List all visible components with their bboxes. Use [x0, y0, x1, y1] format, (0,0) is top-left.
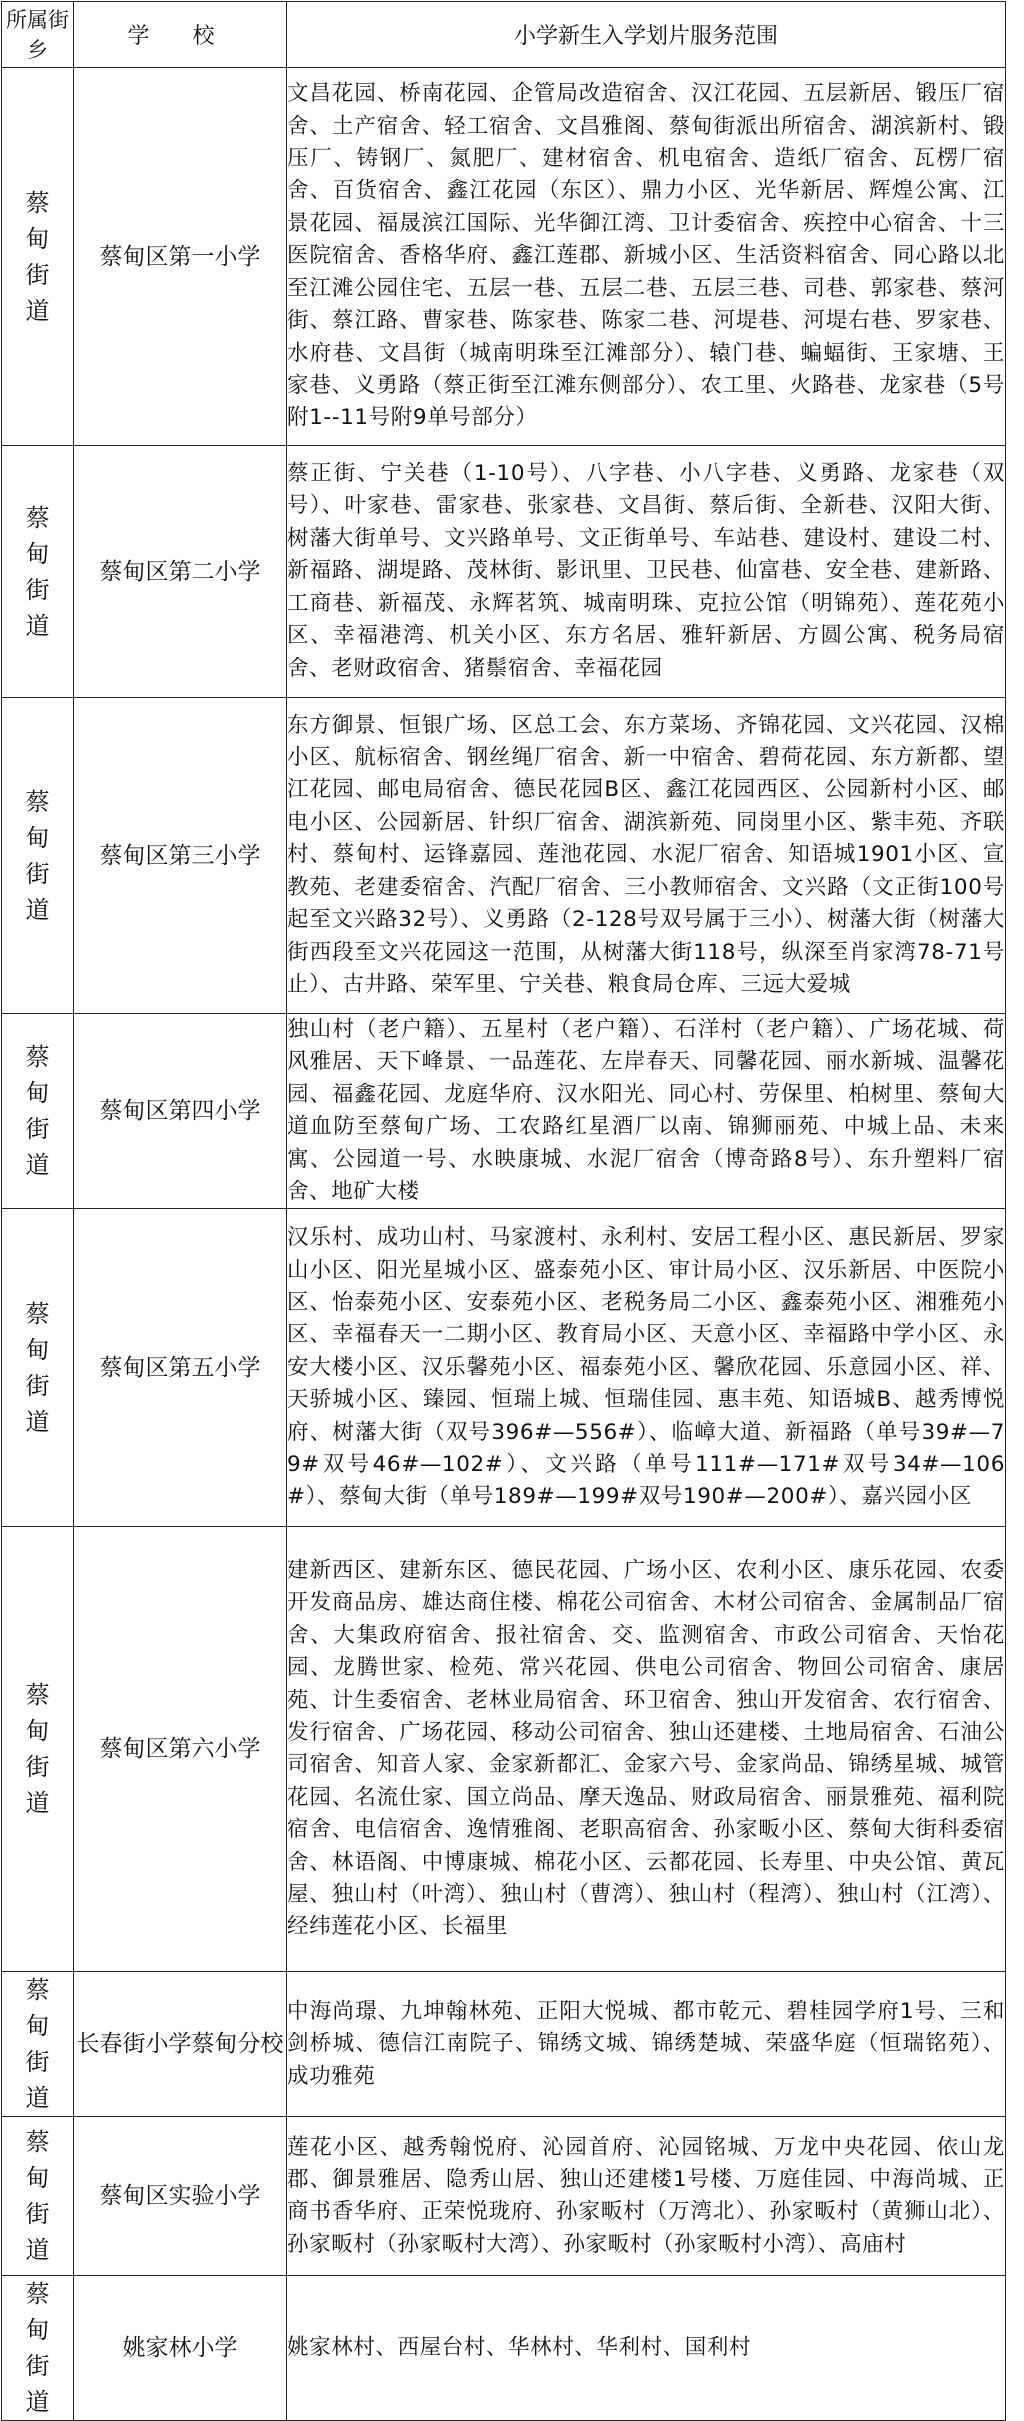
row-street: 蔡 甸 街 道	[2, 446, 74, 698]
row-range: 汉乐村、成功山村、马家渡村、永利村、安居工程小区、惠民新居、罗家山小区、阳光星城小区、盛泰苑小区、审计局小区、汉乐新居、中医院小区、怡泰苑小区、安泰苑小区、老税务局二小区、鑫泰苑小区、湘雅苑小区、幸福春天一二期小区、教育局小区、天意小区、幸福路中学小区、永安大楼小区、汉乐馨苑小区、福泰苑小区、馨欣花园、乐意园小区、祥、天骄城小区、臻园、恒瑞上城、恒瑞佳园、惠丰苑、知语城B、越秀博悦府、树藩大街（双号396#—556#）、临嶂大道、新福路（单号39#—79#双号46#—102#）、文兴路（单号111#—171#双号34#—106#）、蔡甸大街（单号189#—199#双号190#—200#）、嘉兴园小区	[287, 1209, 1006, 1527]
row-street: 蔡 甸 街 道	[2, 1972, 74, 2117]
table-row	[2, 446, 1006, 698]
row-street: 蔡 甸 街 道	[2, 698, 74, 1014]
table-row	[2, 1972, 1006, 2117]
row-street: 蔡 甸 街 道	[2, 1527, 74, 1972]
table-row	[2, 2276, 1006, 2421]
row-school: 蔡甸区第一小学	[74, 68, 287, 446]
row-school: 长春街小学蔡甸分校	[74, 1972, 287, 2117]
row-range: 东方御景、恒银广场、区总工会、东方菜场、齐锦花园、文兴花园、汉棉小区、航标宿舍、钢丝绳厂宿舍、新一中宿舍、碧荷花园、东方新都、望江花园、邮电局宿舍、德民花园B区、鑫江花园西区、公园新村小区、邮电小区、公园新居、针织厂宿舍、湖滨新苑、同岗里小区、紫丰苑、齐联村、蔡甸村、运锋嘉园、莲池花园、水泥厂宿舍、知语城1901小区、宣教苑、老建委宿舍、汽配厂宿舍、三小教师宿舍、文兴路（文正街100号起至文兴路32号）、义勇路（2-128号双号属于三小）、树藩大街（树藩大街西段至文兴花园这一范围，从树藩大街118号，纵深至肖家湾78-71号止）、古井路、荣军里、宁关巷、粮食局仓库、三远大爱城	[287, 698, 1006, 1014]
row-range: 建新西区、建新东区、德民花园、广场小区、农利小区、康乐花园、农委开发商品房、雄达商住楼、棉花公司宿舍、木材公司宿舍、金属制品厂宿舍、大集政府宿舍、报社宿舍、交、监测宿舍、市政公司宿舍、天怡花园、龙腾世家、检苑、常兴花园、供电公司宿舍、物回公司宿舍、康居苑、计生委宿舍、老林业局宿舍、环卫宿舍、独山开发宿舍、农行宿舍、发行宿舍、广场花园、移动公司宿舍、独山还建楼、土地局宿舍、石油公司宿舍、知音人家、金家新都汇、金家六号、金家尚品、锦绣星城、城管花园、名流仕家、国立尚品、摩天逸品、财政局宿舍、丽景雅苑、福利院宿舍、电信宿舍、逸情雅阁、老职高宿舍、孙家畈小区、蔡甸大街科委宿舍、林语阁、中博康城、棉花小区、云都花园、长寿里、中央公馆、黄瓦屋、独山村（叶湾）、独山村（曹湾）、独山村（程湾）、独山村（江湾）、经纬莲花小区、长福里	[287, 1527, 1006, 1972]
row-school: 蔡甸区第六小学	[74, 1527, 287, 1972]
table-row	[2, 698, 1006, 1014]
header-street: 所属街乡	[2, 2, 74, 68]
row-school: 姚家林小学	[74, 2276, 287, 2421]
header-row	[2, 2, 1006, 68]
row-range: 文昌花园、桥南花园、企管局改造宿舍、汉江花园、五层新居、锻压厂宿舍、土产宿舍、轻工宿舍、文昌雅阁、蔡甸街派出所宿舍、湖滨新村、锻压厂、铸钢厂、氮肥厂、建材宿舍、机电宿舍、造纸厂宿舍、瓦楞厂宿舍、百货宿舍、鑫江花园（东区）、鼎力小区、光华新居、辉煌公寓、江景花园、福晟滨江国际、光华御江湾、卫计委宿舍、疾控中心宿舍、十三医院宿舍、香格华府、鑫江莲郡、新城小区、生活资料宿舍、同心路以北至江滩公园住宅、五层一巷、五层二巷、五层三巷、司巷、郭家巷、蔡河街、蔡江路、曹家巷、陈家巷、陈家二巷、河堤巷、河堤右巷、罗家巷、水府巷、文昌街（城南明珠至江滩部分）、辕门巷、蝙蝠街、王家塘、王家巷、义勇路（蔡正街至江滩东侧部分）、农工里、火路巷、龙家巷（5号附1--11号附9单号部分）	[287, 68, 1006, 446]
row-range: 独山村（老户籍）、五星村（老户籍）、石洋村（老户籍）、广场花城、荷风雅居、天下峰景、一品莲花、左岸春天、同馨花园、丽水新城、温馨花园、福鑫花园、龙庭华府、汉水阳光、同心村、劳保里、柏树里、蔡甸大道血防至蔡甸广场、工农路红星酒厂以南、锦狮丽苑、中城上品、未来寓、公园道一号、水映康城、水泥厂宿舍（博奇路8号）、东升塑料厂宿舍、地矿大楼	[287, 1014, 1006, 1209]
row-range: 蔡正街、宁关巷（1-10号）、八字巷、小八字巷、义勇路、龙家巷（双号）、叶家巷、雷家巷、张家巷、文昌街、蔡后街、全新巷、汉阳大街、树藩大街单号、文兴路单号、文正街单号、车站巷、建设村、建设二村、新福路、湖堤路、茂林街、影讯里、卫民巷、仙富巷、安全巷、建新路、工商巷、新福茂、永辉茗筑、城南明珠、克拉公馆（明锦苑）、莲花苑小区、幸福港湾、机关小区、东方名居、雅轩新居、方圆公寓、税务局宿舍、老财政宿舍、猪鬃宿舍、幸福花园	[287, 446, 1006, 698]
enrollment-table	[1, 1, 1006, 2421]
row-school: 蔡甸区第三小学	[74, 698, 287, 1014]
row-street: 蔡 甸 街 道	[2, 1014, 74, 1209]
table-row	[2, 1209, 1006, 1527]
row-street: 蔡 甸 街 道	[2, 2276, 74, 2421]
table-row	[2, 1014, 1006, 1209]
table-row	[2, 68, 1006, 446]
row-street: 蔡 甸 街 道	[2, 68, 74, 446]
row-range: 中海尚璟、九坤翰林苑、正阳大悦城、都市乾元、碧桂园学府1号、三和剑桥城、德信江南院子、锦绣文城、锦绣楚城、荣盛华庭（恒瑞铭苑）、成功雅苑	[287, 1972, 1006, 2117]
row-school: 蔡甸区第四小学	[74, 1014, 287, 1209]
row-school: 蔡甸区第二小学	[74, 446, 287, 698]
row-street: 蔡 甸 街 道	[2, 2117, 74, 2276]
table-row	[2, 2117, 1006, 2276]
table-row	[2, 1527, 1006, 1972]
row-range: 莲花小区、越秀翰悦府、沁园首府、沁园铭城、万龙中央花园、依山龙郡、御景雅居、隐秀山居、独山还建楼1号楼、万庭佳园、中海尚城、正商书香华府、正荣悦珑府、孙家畈村（万湾北）、孙家畈村（黄狮山北）、孙家畈村（孙家畈村大湾）、孙家畈村（孙家畈村小湾）、高庙村	[287, 2117, 1006, 2276]
header-school: 学 校	[74, 2, 287, 68]
row-school: 蔡甸区实验小学	[74, 2117, 287, 2276]
row-street: 蔡 甸 街 道	[2, 1209, 74, 1527]
header-range: 小学新生入学划片服务范围	[287, 2, 1006, 68]
row-range: 姚家林村、西屋台村、华林村、华利村、国利村	[287, 2276, 1006, 2421]
row-school: 蔡甸区第五小学	[74, 1209, 287, 1527]
